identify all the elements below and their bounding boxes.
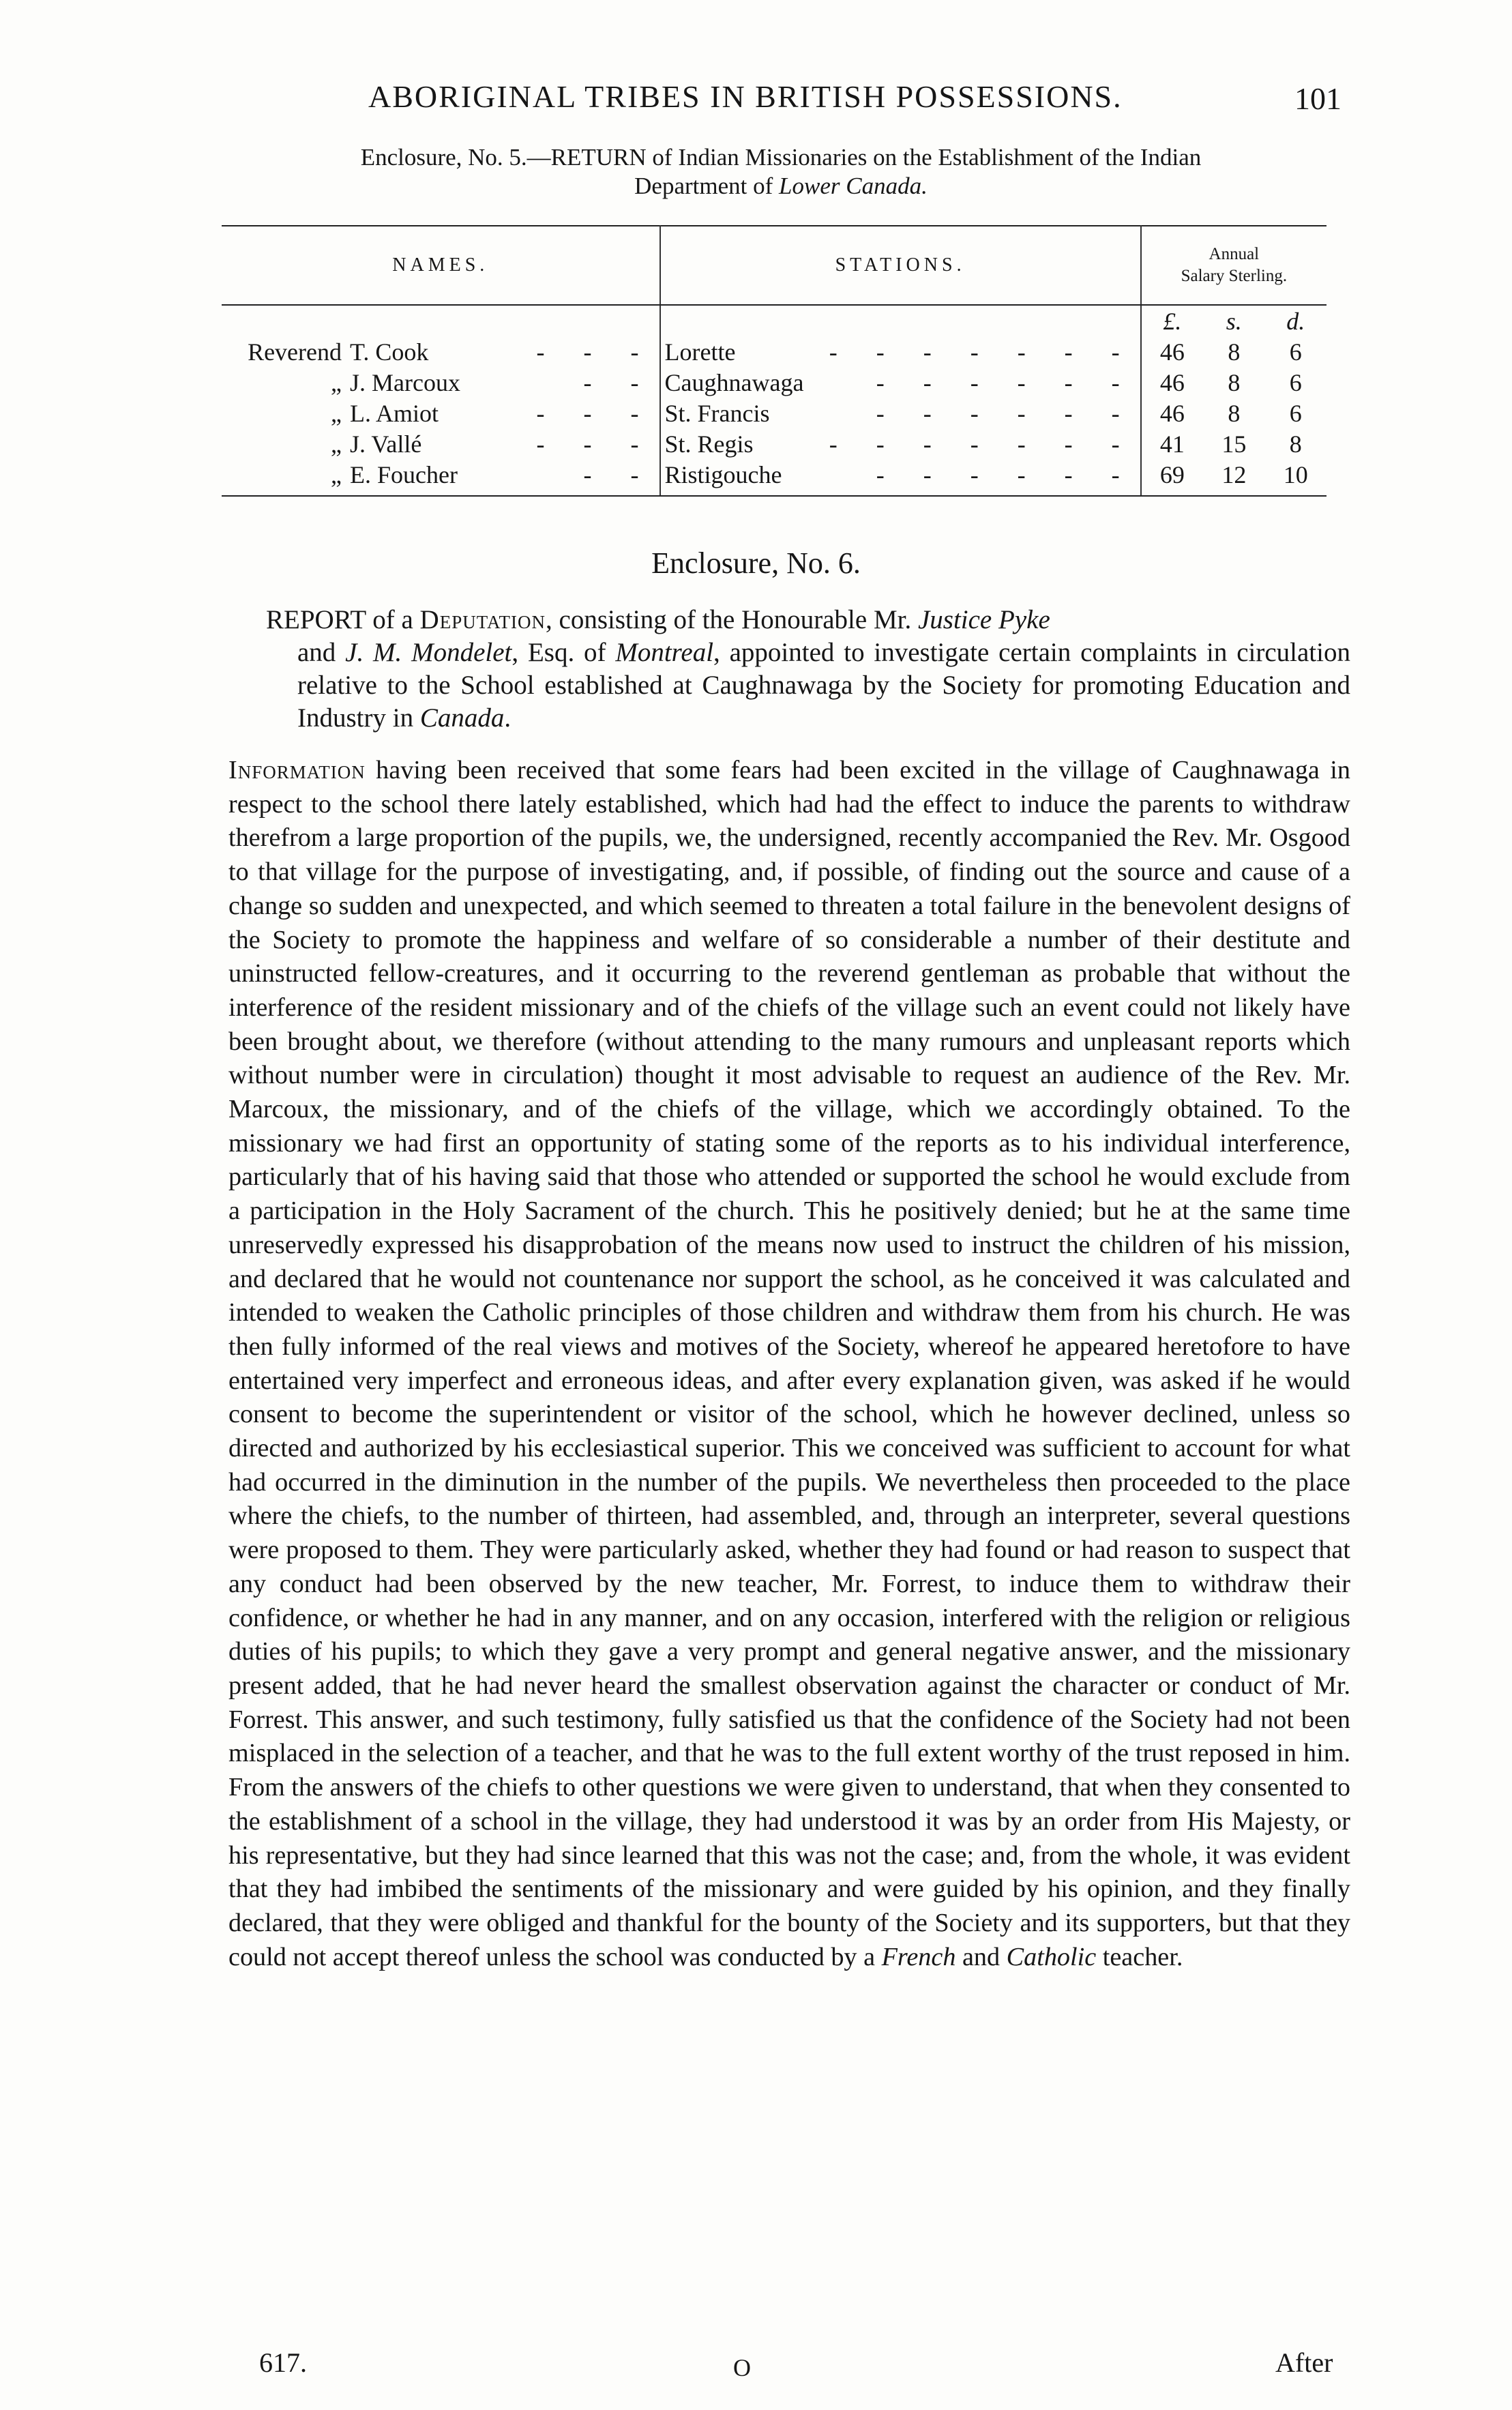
- unit-shillings: s.: [1226, 307, 1242, 335]
- report-heading-smallcaps: Deputation: [419, 605, 546, 634]
- missionary-name: J. Vallé: [350, 430, 422, 458]
- paragraph-text: having been received that some fears had been excited in the village of Caughnawaga in respect to the school there lately established, which had had the effect to induce the parents to withdraw therefrom a large proportion of the pupils, we, the undersigned, recently accompanied the Rev. Mr. Osgood to that village for the purpose of investigating, and, if possible, of finding out the source and cause of a change so sudden and unexpected, and which seemed to threaten a total failure in the benevolent designs of the Society to promote the happiness and welfare of so considerable a number of their destitute and uninstructed fellow-creatures, and it occurring to the reverend gentleman as probable that without the interference of the resident missionary and of the chiefs of the village such an event could not likely have been brought about, we therefore (without attending to the many rumours and unpleasant reports which without number were in circulation) thought it most advisable to request an audience of the Rev. Mr. Marcoux, the missionary, and of the chiefs of the village, which we accordingly obtained. To the missionary we had first an opportunity of stating some of the reports as to his individual interference, particularly that of his having said that those who attended or supported the school he would exclude from a participation in the Holy Sacrament of the church. This he positively denied; but he at the same time unreservedly expressed his disapprobation of the means now used to instruct the children of his mission, and declared that he would not countenance nor support the school, as he conceived it was calculated and intended to weaken the Catholic principles of those children and withdraw them from his church. He was then fully informed of the real views and motives of the Society, whereof he appeared heretofore to have entertained very imperfect and erroneous ideas, and after every explanation given, was asked if he would consent to become the superintendent or visitor of the school, which he however declined, unless so directed and authorized by his ecclesiastical superior. This we conceived was sufficient to account for what had occurred in the diminution in the number of the pupils. We nevertheless then proceeded to the place where the chiefs, to the number of thirteen, had assembled, and, through an interpreter, several questions were proposed to them. They were particularly asked, whether they had found or had reason to suspect that any conduct had been observed by the new teacher, Mr. Forrest, to induce them to withdraw their confidence, or whether he had in any manner, and on any occasion, interfered with the religion or religious duties of his pupils; to which they gave a very prompt and general negative answer, and the missionary present added, that he had never heard the smallest observation against the character or conduct of Mr. Forrest. This answer, and such testimony, fully satisfied us that the confidence of the Society had not been misplaced in the selection of a teacher, and that he was to the full extent worthy of the trust reposed in him. From the answers of the chiefs to other questions we were given to understand, that when they consented to the establishment of a school in the village, they had understood it was by an order from His Majesty, or his representative, but they had since learned that this was not the case; and, from the whole, it was evident that they had imbibed the sentiments of the missionary and were guided by his opinion, and they finally declared, that they were obliged and thankful for the bounty of the Society and its supporters, but that they could not accept thereof unless the school was conducted by a: [228, 756, 1350, 1971]
- salary-shillings: 8: [1228, 399, 1241, 427]
- unit-pence: d.: [1286, 307, 1305, 335]
- salary-pounds: 46: [1159, 368, 1185, 396]
- report-heading: [266, 604, 1350, 735]
- salary-pence: 6: [1289, 338, 1302, 366]
- col-header-stations: STATIONS.: [660, 226, 1141, 305]
- table-row: „ L. Amiot - - - St. Francis - - - - - - 46 8 6: [222, 398, 1326, 428]
- station-name: Ristigouche: [664, 460, 782, 488]
- salary-pence: 6: [1289, 368, 1302, 396]
- col-header-names: NAMES.: [222, 226, 660, 305]
- missionary-name: L. Amiot: [350, 399, 439, 427]
- report-heading-italic: Justice Pyke: [917, 605, 1050, 634]
- running-head: ABORIGINAL TRIBES IN BRITISH POSSESSIONS.: [368, 79, 1123, 114]
- table-row: „ E. Foucher - - Ristigouche - - - - - - 69 12 10: [222, 459, 1326, 496]
- enclosure-5-title-line1: Enclosure, No. 5.—RETURN of Indian Missionaries on the Establishment of the Indian: [360, 144, 1202, 171]
- name-prefix: „: [331, 368, 342, 396]
- report-heading-text: , appointed to investigate certain complaints in circulation relative to the School established at Caughnawaga by the Society for promoting Education and Industry in: [297, 638, 1350, 733]
- missionary-name: T. Cook: [350, 338, 429, 366]
- table-row: „ J. Vallé - - - St. Regis - - - - - - - 41 15 8: [222, 428, 1326, 459]
- paragraph-italic: French: [881, 1942, 956, 1971]
- report-heading-italic: Canada: [419, 703, 505, 733]
- units-row: [222, 305, 1326, 336]
- salary-header-line2: Salary Sterling.: [1181, 267, 1288, 285]
- station-name: St. Francis: [664, 399, 770, 427]
- report-heading-italic: J. M. Mondelet: [345, 638, 512, 667]
- report-heading-text: REPORT of a: [266, 605, 420, 634]
- report-body: [228, 754, 1350, 1974]
- paragraph-italic: Catholic: [1006, 1942, 1097, 1971]
- station-name: Lorette: [664, 338, 736, 366]
- salary-shillings: 8: [1228, 368, 1241, 396]
- paragraph-lead: Information: [228, 756, 366, 784]
- col-header-salary: [1141, 226, 1326, 305]
- salary-pounds: 69: [1141, 459, 1203, 496]
- enclosure-5-title-line2: [218, 172, 1344, 201]
- salary-shillings: 12: [1203, 459, 1264, 496]
- name-prefix: „: [331, 430, 342, 458]
- paragraph-text: and: [955, 1942, 1007, 1971]
- salary-header-line1: Annual: [1209, 245, 1260, 263]
- signature-mark: 617.: [259, 2347, 307, 2378]
- report-heading-text: and: [297, 638, 346, 667]
- paragraph-text: teacher.: [1096, 1942, 1183, 1971]
- missionary-name: J. Marcoux: [350, 368, 460, 396]
- name-prefix: „: [331, 460, 342, 488]
- salary-pounds: 41: [1159, 430, 1185, 458]
- enclosure-5-title: [218, 143, 1344, 201]
- station-name: Caughnawaga: [664, 368, 804, 396]
- printer-mark: O: [733, 2354, 751, 2381]
- unit-pounds: £.: [1163, 307, 1182, 335]
- salary-shillings: 15: [1221, 430, 1247, 458]
- salary-pounds: 46: [1159, 399, 1185, 427]
- report-heading-text: , consisting of the Honourable Mr.: [546, 605, 918, 634]
- salary-pence: 10: [1265, 459, 1326, 496]
- enclosure-6-title: Enclosure, No. 6.: [651, 546, 861, 580]
- missionary-return-table: [222, 225, 1326, 497]
- report-heading-italic: Montreal: [615, 638, 714, 667]
- title-line2-text: Department of: [634, 173, 780, 199]
- name-prefix: „: [331, 399, 342, 427]
- table-row: „ J. Marcoux - - Caughnawaga - - - - - - 46 8 6: [222, 367, 1326, 398]
- catchword: After: [1275, 2347, 1333, 2378]
- station-name: St. Regis: [664, 430, 754, 458]
- title-line2-italic: Lower Canada.: [779, 173, 928, 199]
- body-paragraph: [228, 754, 1350, 1974]
- page-number: 101: [1294, 81, 1341, 116]
- salary-pounds: 46: [1159, 338, 1185, 366]
- missionary-name: E. Foucher: [350, 460, 458, 488]
- salary-shillings: 8: [1228, 338, 1241, 366]
- name-prefix: Reverend: [248, 338, 342, 366]
- report-heading-hanging: [266, 636, 1350, 735]
- report-heading-text: , Esq. of: [512, 638, 616, 667]
- report-heading-text: .: [504, 703, 512, 733]
- salary-pence: 6: [1289, 399, 1302, 427]
- table-row: Reverend T. Cook - - - Lorette - - - - - - - 46 8 6: [222, 336, 1326, 367]
- salary-pence: 8: [1289, 430, 1302, 458]
